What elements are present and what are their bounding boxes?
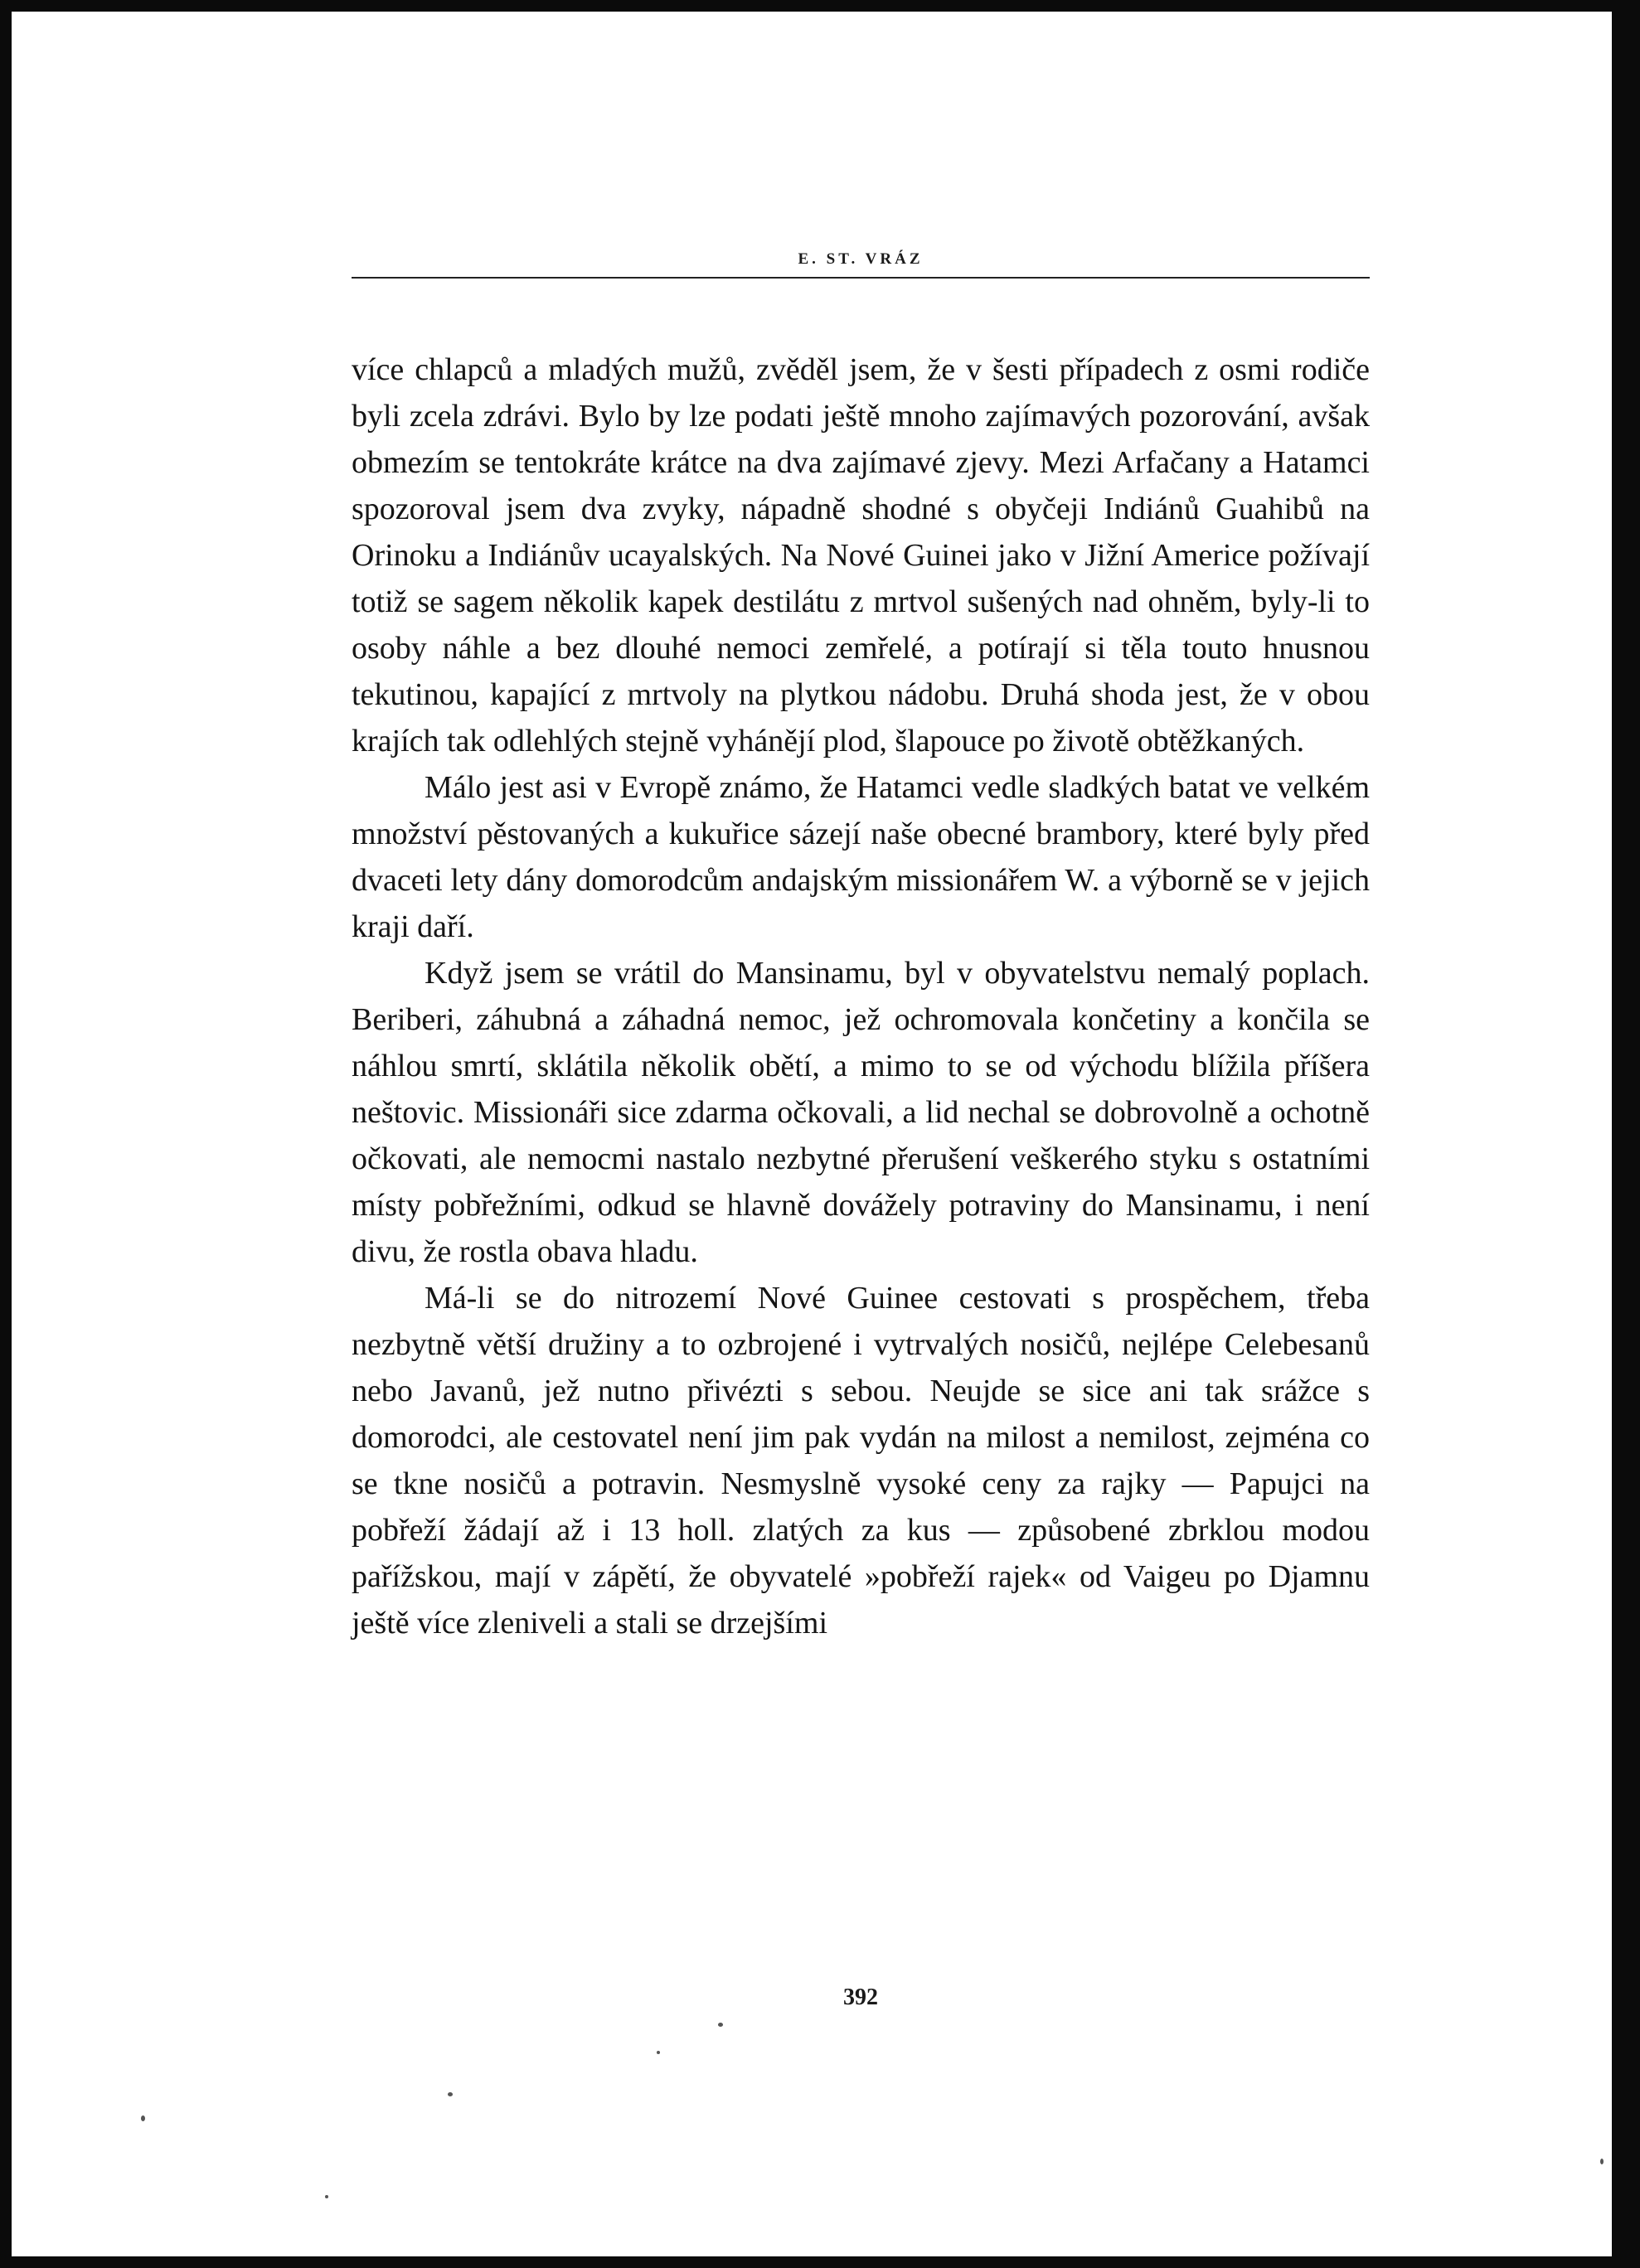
running-header: E. ST. VRÁZ (798, 250, 924, 268)
scan-speck (657, 2051, 660, 2054)
scan-speck (141, 2115, 145, 2121)
body-text (352, 346, 1370, 1646)
scan-speck (448, 2092, 453, 2096)
paragraph-3: Když jsem se vrátil do Mansinamu, byl v obyvatelstvu nemalý poplach. Beriberi, záhubná a záhadná nemoc, jež ochromovala končetiny a končila se náhlou smrtí, sklátila několik obětí, a mimo to se od východu blížila příšera neštovic. Missionáři sice zdarma očkovali, a lid nechal se dobrovolně a ochotně očkovati, ale nemocmi nastalo nezbytné přerušení veškerého styku s ostatními místy pobřežními, odkud se hlavně dovážely potraviny do Mansinamu, i není divu, že rostla obava hladu. (352, 956, 1370, 1269)
paragraph-2: Málo jest asi v Evropě známo, že Hatamci vedle sladkých batat ve velkém množství pěstovaných a kukuřice sázejí naše obecné brambory, které byly před dvaceti lety dány domorodcům andajským missionářem W. a výborně se v jejich kraji daří. (352, 770, 1370, 944)
scan-border (1612, 12, 1640, 2256)
paragraph-1: více chlapců a mladých mužů, zvěděl jsem, že v šesti případech z osmi rodiče byli zcela zdrávi. Bylo by lze podati ještě mnoho zajímavých pozorování, avšak obmezím se tentokráte krátce na dva zajímavé zjevy. Mezi Arfačany a Hatamci spozoroval jsem dva zvyky, nápadně shodné s obyčeji Indiánů Guahibů na Orinoku a Indiánův ucayalských. Na Nové Guinei jako v Jižní Americe požívají totiž se sagem několik kapek destilátu z mrtvol sušených nad ohněm, byly-li to osoby náhle a bez dlouhé nemoci zemřelé, a potírají si těla touto hnusnou tekutinou, kapající z mrtvoly na plytkou nádobu. Druhá shoda jest, že v obou krajích tak odlehlých stejně vyhánějí plod, šlapouce po životě obtěžkaných. (352, 352, 1370, 758)
scan-speck (1600, 2159, 1604, 2164)
header-rule (352, 277, 1370, 279)
paragraph-4: Má-li se do nitrozemí Nové Guinee cestovati s prospěchem, třeba nezbytně větší družiny a to ozbrojené i vytrvalých nosičů, nejlépe Celebesanů nebo Javanů, jež nutno přivézti s sebou. Neujde se sice ani tak srážce s domorodci, ale cestovatel není jim pak vydán na milost a nemilost, zejména co se tkne nosičů a potravin. Nesmyslně vysoké ceny za rajky — Papujci na pobřeží žádají až i 13 holl. zlatých za kus — způsobené zbrklou modou pařížskou, mají v zápětí, že obyvatelé »pobřeží rajek« od Vaigeu po Djamnu ještě více zleniveli a stali se drzejšími (352, 1281, 1370, 1640)
scan-speck (325, 2195, 328, 2198)
page-number: 392 (843, 1984, 878, 2010)
scan-speck (718, 2023, 723, 2027)
